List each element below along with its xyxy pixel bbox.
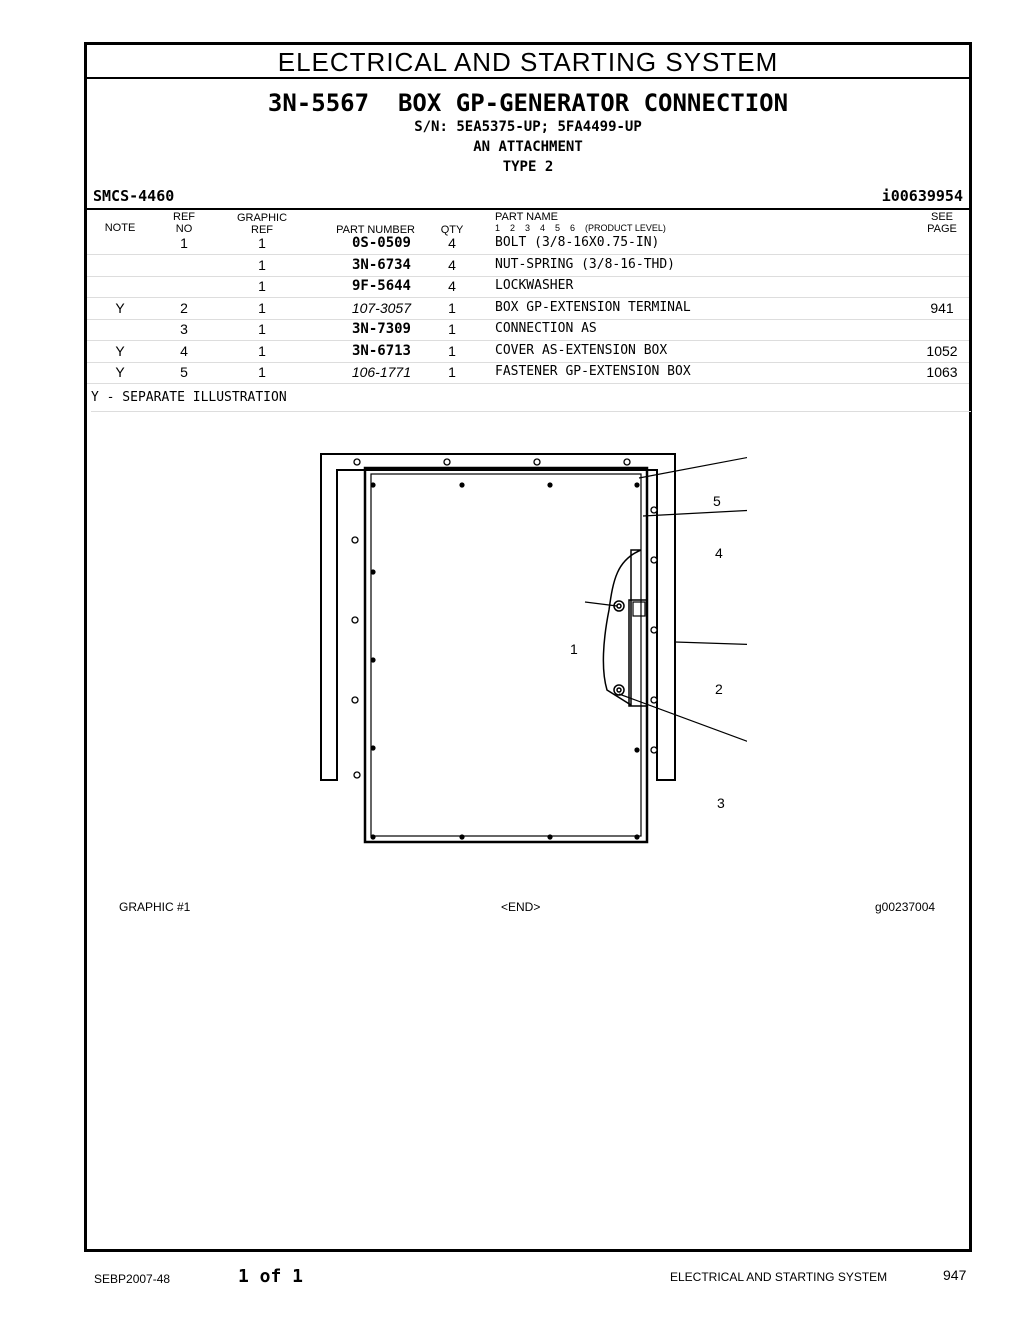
- table-row: [87, 255, 969, 277]
- part-name-cell: FASTENER GP-EXTENSION BOX: [495, 364, 691, 379]
- serial-range: S/N: 5EA5375-UP; 5FA4499-UP: [414, 119, 642, 135]
- qty-cell: 1: [448, 299, 456, 316]
- part-title: 3N-5567 BOX GP-GENERATOR CONNECTION: [267, 89, 789, 117]
- header-see-line1: SEE: [930, 211, 953, 223]
- qty-cell: 1: [448, 321, 456, 337]
- part-name-cell: LOCKWASHER: [495, 278, 574, 293]
- note-cell: Y: [115, 342, 125, 359]
- ref-no-cell: 5: [180, 364, 188, 380]
- see-page-cell: 1052: [926, 342, 958, 359]
- graphic-ref-cell: 1: [258, 299, 266, 316]
- header-part-number: PART NUMBER: [336, 224, 415, 236]
- part-name-cell: NUT-SPRING (3/8-16-THD): [495, 256, 676, 272]
- legend-note: Y - SEPARATE ILLUSTRATION: [91, 390, 971, 412]
- qty-cell: 4: [448, 235, 456, 251]
- footer-section: ELECTRICAL AND STARTING SYSTEM: [670, 1270, 888, 1284]
- part-name-cell: CONNECTION AS: [495, 321, 597, 336]
- header-see-page: [917, 211, 967, 235]
- header-graphic-line2: REF: [251, 224, 273, 236]
- parts-illustration: [317, 450, 747, 870]
- leader-3: [619, 694, 747, 756]
- header-note: NOTE: [104, 222, 136, 234]
- table-row: [87, 341, 969, 363]
- callout-2: 2: [715, 681, 723, 697]
- cover-outline: [365, 468, 647, 842]
- part-name-cell: COVER AS-EXTENSION BOX: [495, 342, 668, 358]
- cover-inner-edge: [371, 474, 641, 836]
- ref-no-cell: 2: [180, 299, 188, 316]
- callout-5: 5: [713, 493, 721, 509]
- table-row: [87, 319, 969, 341]
- smcs-code: SMCS-4460: [93, 187, 175, 205]
- cutaway-outline: [603, 550, 641, 705]
- header-graphic-line1: GRAPHIC: [236, 212, 288, 224]
- qty-cell: 1: [448, 364, 456, 380]
- type-label: TYPE 2: [502, 159, 554, 175]
- section-title: ELECTRICAL AND STARTING SYSTEM: [87, 45, 969, 79]
- header-ref-no: [165, 211, 203, 235]
- part-number-cell: 0S-0509: [351, 235, 411, 251]
- header-divider: [87, 208, 969, 210]
- graphic-ref-cell: 1: [258, 278, 266, 294]
- leader-4: [643, 508, 747, 516]
- part-number-cell: 3N-6734: [351, 256, 411, 273]
- qty-cell: 1: [448, 342, 456, 359]
- graphic-ref-cell: 1: [258, 256, 266, 273]
- table-row: [87, 298, 969, 320]
- qty-cell: 4: [448, 256, 456, 273]
- header-qty: QTY: [440, 224, 464, 236]
- illustration-id: i00639954: [881, 187, 963, 205]
- page-frame: [84, 42, 972, 1252]
- footer-page-of: 1 of 1: [238, 1266, 304, 1287]
- graphic-ref-cell: 1: [258, 321, 266, 337]
- leader-1: [585, 602, 617, 606]
- attachment-label: AN ATTACHMENT: [473, 139, 583, 155]
- see-page-cell: 941: [930, 299, 954, 316]
- header-ref-line1: REF: [173, 211, 195, 223]
- part-number-cell: 9F-5644: [351, 278, 411, 294]
- leader-2: [675, 642, 747, 646]
- table-row: [87, 276, 969, 298]
- graphic-ref-cell: 1: [258, 342, 266, 359]
- footer-page-number: 947: [943, 1267, 967, 1283]
- graphic-id: g00237004: [875, 900, 936, 914]
- see-page-cell: 1063: [926, 364, 958, 380]
- note-cell: Y: [115, 299, 125, 316]
- callout-4: 4: [715, 545, 723, 561]
- table-row: [87, 233, 969, 255]
- footer-doc-number: SEBP2007-48: [94, 1272, 171, 1286]
- ref-no-cell: 3: [180, 321, 188, 337]
- part-number-cell: 3N-7309: [351, 321, 411, 337]
- table-row: [87, 362, 969, 384]
- graphic-ref-cell: 1: [258, 235, 266, 251]
- part-number-cell: 106-1771: [351, 364, 411, 380]
- ref-no-cell: 1: [180, 235, 188, 251]
- ref-no-cell: 4: [180, 342, 188, 359]
- qty-cell: 4: [448, 278, 456, 294]
- extension-box-outline: [321, 454, 675, 780]
- header-see-line2: PAGE: [927, 223, 957, 235]
- header-part-name: PART NAME: [495, 211, 558, 223]
- header-product-level: 1 2 3 4 5 6 (PRODUCT LEVEL): [495, 223, 666, 233]
- callout-3: 3: [717, 795, 725, 811]
- graphic-label: GRAPHIC #1: [119, 900, 191, 914]
- part-name-cell: BOLT (3/8-16X0.75-IN): [495, 235, 660, 250]
- note-cell: Y: [115, 364, 125, 380]
- part-number-cell: 3N-6713: [351, 342, 411, 359]
- header-ref-line2: NO: [175, 223, 193, 235]
- part-number-cell: 107-3057: [351, 299, 411, 316]
- callout-1: 1: [570, 641, 578, 657]
- end-label: <END>: [501, 900, 541, 914]
- terminal-block: [633, 602, 645, 616]
- part-name-cell: BOX GP-EXTENSION TERMINAL: [495, 299, 691, 315]
- graphic-ref-cell: 1: [258, 364, 266, 380]
